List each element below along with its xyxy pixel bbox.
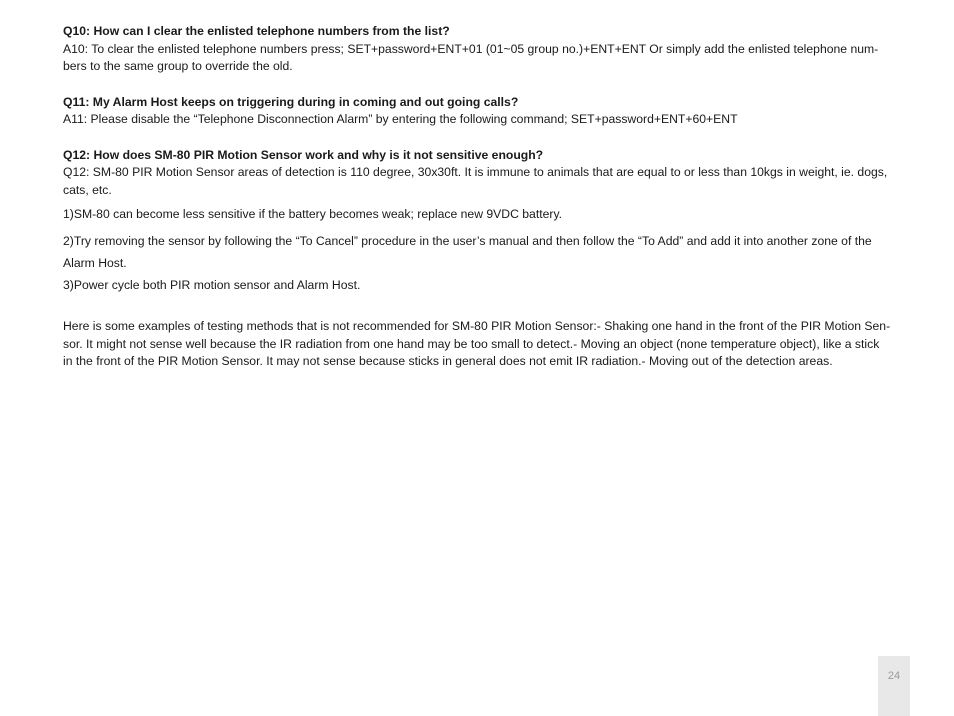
faq-answer-q11: A11: Please disable the “Telephone Disconnection Alarm” by entering the following command; SET+password+ENT+60+ENT xyxy=(63,112,738,126)
examples-line3: in the front of the PIR Motion Sensor. It may not sense because sticks in general does not emit IR radiation.- Moving out of the detection areas. xyxy=(63,354,833,368)
faq-answer-q12-line2: cats, etc. xyxy=(63,182,112,197)
tip-item-1: 1)SM-80 can become less sensitive if the battery becomes weak; replace new 9VDC battery. xyxy=(63,207,563,221)
examples-line1: Here is some examples of testing methods that is not recommended for SM-80 PIR Motion Sensor:- Shaking one hand in the front of the PIR Motion Sen- xyxy=(63,319,891,333)
faq-question-q11: Q11: My Alarm Host keeps on triggering during in coming and out going calls? xyxy=(63,94,519,109)
page-number: 24 xyxy=(887,670,901,682)
faq-answer-q10-line2: bers to the same group to override the old. xyxy=(63,59,293,73)
tip-item-2: 2)Try removing the sensor by following the “To Cancel” procedure in the user’s manual and then follow the “To Add” and add it into another zone of the xyxy=(63,234,872,248)
faq-answer-q10-line1: A10: To clear the enlisted telephone numbers press; SET+password+ENT+01 (01~05 group no.)+ENT+ENT Or simply add the enlisted telephone num- xyxy=(63,41,879,56)
tip-item-2-continued: Alarm Host. xyxy=(63,256,127,270)
tip-item-3: 3)Power cycle both PIR motion sensor and Alarm Host. xyxy=(63,278,361,292)
examples-line2: sor. It might not sense well because the IR radiation from one hand may be too small to detect.- Moving an object (none temperature object), like a stick xyxy=(63,336,880,351)
document-body xyxy=(63,23,913,371)
faq-question-q10: Q10: How can I clear the enlisted telephone numbers from the list? xyxy=(63,24,450,38)
faq-answer-q12-line1: Q12: SM-80 PIR Motion Sensor areas of detection is 110 degree, 30x30ft. It is immune to animals that are equal to or less than 10kgs in weight, ie. dogs, xyxy=(63,165,888,179)
page-number-tab xyxy=(878,656,910,716)
faq-question-q12: Q12: How does SM-80 PIR Motion Sensor work and why is it not sensitive enough? xyxy=(63,147,544,162)
